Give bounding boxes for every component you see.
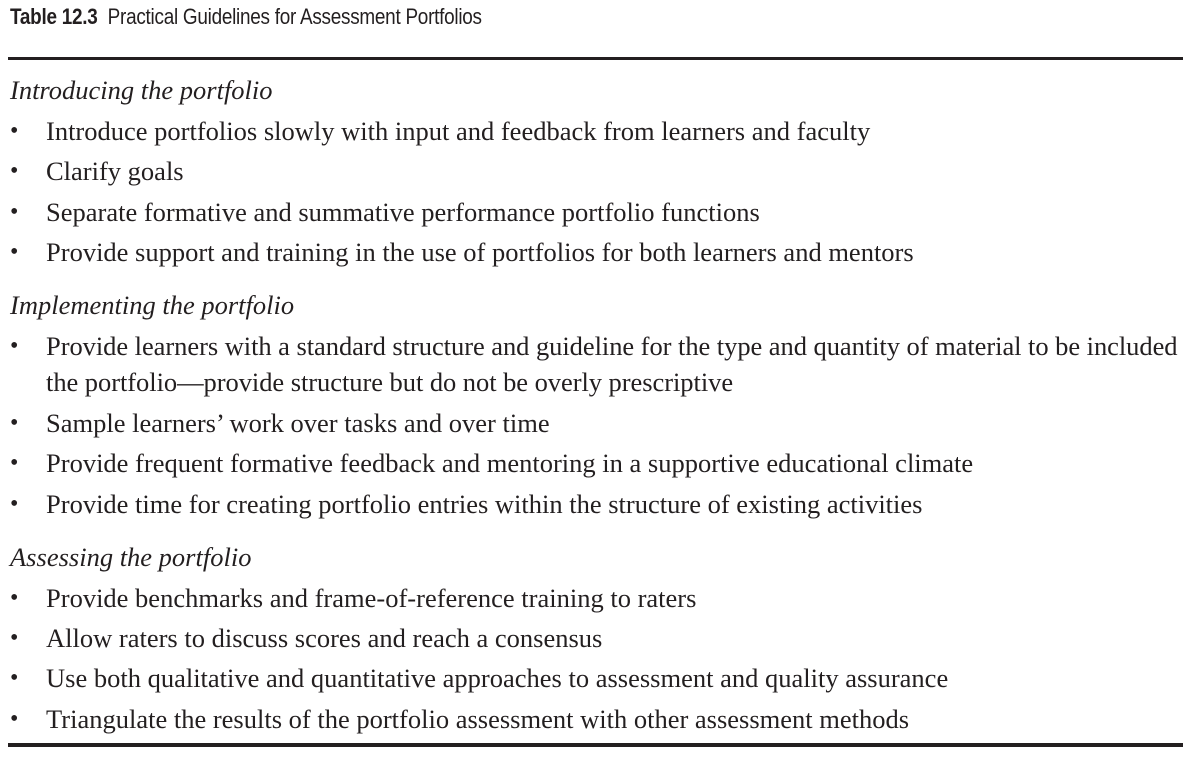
list-item-text: Provide time for creating portfolio entries within the structure of existing activities bbox=[46, 489, 923, 519]
table-number: Table 12.3 bbox=[10, 4, 98, 29]
bullet-icon: • bbox=[10, 199, 19, 225]
section-heading-introducing: Introducing the portfolio bbox=[10, 75, 273, 105]
bottom-rule bbox=[8, 743, 1183, 747]
list-item-text: Provide learners with a standard structure and guideline for the type and quantity of material to be included the portfolio—provide structure but do not be overly prescriptive bbox=[46, 331, 1178, 397]
section-heading-implementing: Implementing the portfolio bbox=[10, 290, 295, 320]
bullet-icon: • bbox=[10, 158, 19, 184]
list-item-text-wrapped bbox=[46, 328, 1186, 400]
bullet-icon: • bbox=[10, 450, 19, 476]
list-item-text: Sample learners’ work over tasks and over time bbox=[46, 408, 550, 438]
bullet-icon: • bbox=[10, 665, 19, 691]
bullet-icon: • bbox=[10, 239, 19, 265]
bullet-icon: • bbox=[10, 706, 19, 732]
list-item-text: Introduce portfolios slowly with input and feedback from learners and faculty bbox=[46, 116, 871, 146]
list-item-text: Provide benchmarks and frame-of-reference training to raters bbox=[46, 583, 697, 613]
bullet-icon: • bbox=[10, 625, 19, 651]
top-rule bbox=[8, 57, 1183, 60]
bullet-icon: • bbox=[10, 118, 19, 144]
table-caption bbox=[10, 4, 482, 30]
bullet-icon: • bbox=[10, 410, 19, 436]
bullet-icon: • bbox=[10, 585, 19, 611]
list-item-text: Allow raters to discuss scores and reach a consensus bbox=[46, 623, 603, 653]
bullet-icon: • bbox=[10, 333, 19, 359]
list-item-text: Clarify goals bbox=[46, 156, 184, 186]
list-item-text: Provide frequent formative feedback and mentoring in a supportive educational climate bbox=[46, 448, 974, 478]
list-item-text: Use both qualitative and quantitative approaches to assessment and quality assurance bbox=[46, 663, 949, 693]
list-item-text: Triangulate the results of the portfolio assessment with other assessment methods bbox=[46, 704, 910, 734]
list-item-text: Separate formative and summative performance portfolio functions bbox=[46, 197, 760, 227]
section-heading-assessing: Assessing the portfolio bbox=[10, 542, 252, 572]
table-title: Practical Guidelines for Assessment Portfolios bbox=[107, 4, 482, 29]
list-item-text: Provide support and training in the use of portfolios for both learners and mentors bbox=[46, 237, 914, 267]
bullet-icon: • bbox=[10, 491, 19, 517]
